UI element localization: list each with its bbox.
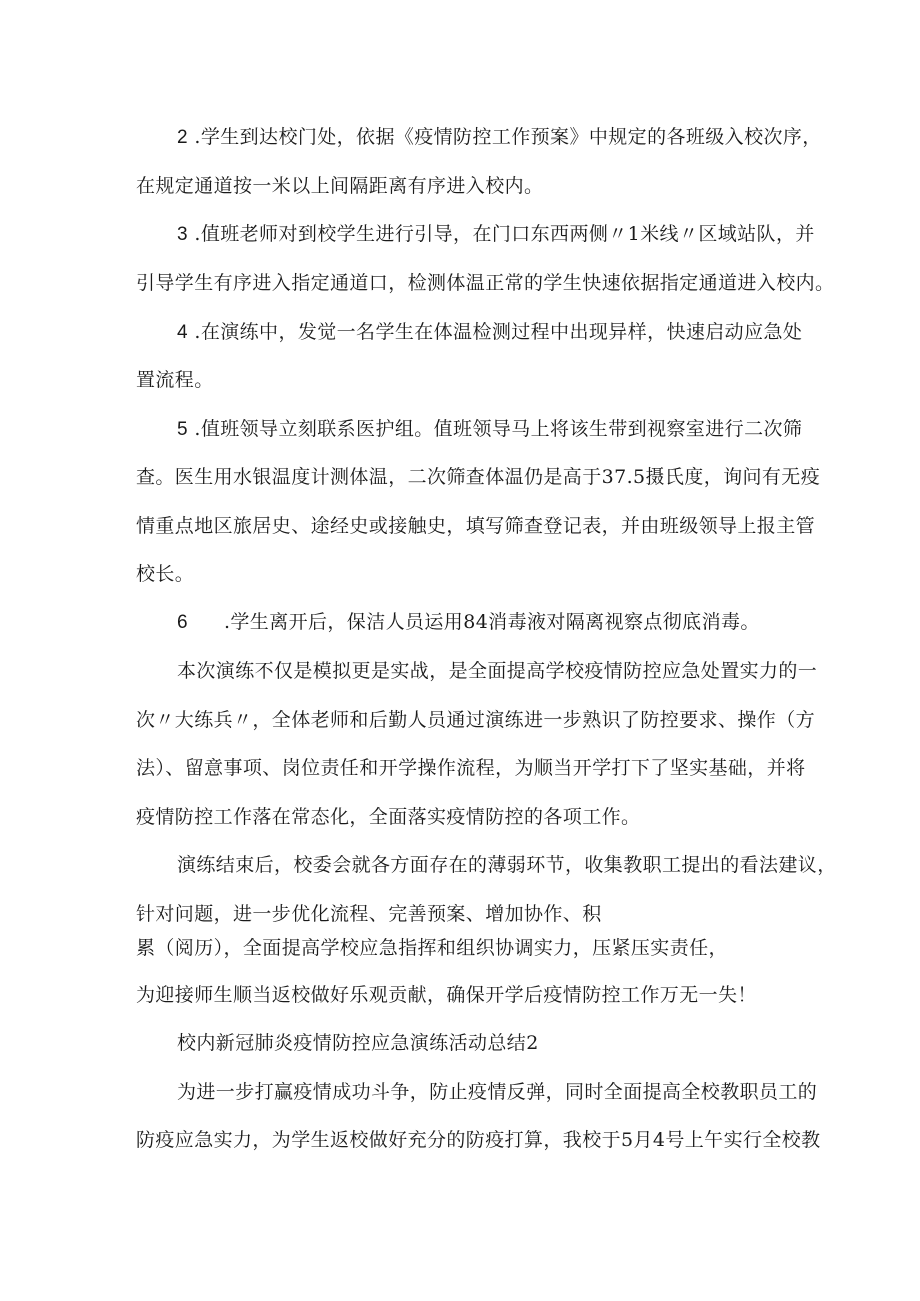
intro-line-2: 防疫应急实力，为学生返校做好充分的防疫打算，我校于5月4号上午实行全校教 xyxy=(136,1129,821,1151)
item-5-line-2: 查。医生用水银温度计测体温，二次筛查体温仍是高于37.5摄氏度，询问有无疫 xyxy=(136,466,821,488)
item-5-number: 5 xyxy=(177,419,188,440)
item-5-line-3: 情重点地区旅居史、途经史或接触史，填写筛查登记表，并由班级领导上报主管 xyxy=(136,515,816,537)
item-3-text: .值班老师对到校学生进行引导，在门口东西两侧〃1米线〃区域站队，并 xyxy=(194,223,815,245)
item-3-line-1 xyxy=(177,222,815,247)
summary-line-2: 次〃大练兵〃，全体老师和后勤人员通过演练进一步熟识了防控要求、操作（方 xyxy=(136,709,816,731)
item-2-number: 2 xyxy=(177,127,188,148)
item-4-text: .在演练中，发觉一名学生在体温检测过程中出现异样，快速启动应急处 xyxy=(194,321,803,343)
item-3-number: 3 xyxy=(177,224,188,245)
item-5-text: .值班领导立刻联系医护组。值班领导马上将该生带到视察室进行二次筛 xyxy=(194,418,803,440)
item-3-line-2: 引导学生有序进入指定通道口，检测体温正常的学生快速依据指定通道进入校内。 xyxy=(136,272,835,294)
item-2-text: .学生到达校门处，依据《疫情防控工作预案》中规定的各班级入校次序， xyxy=(194,126,822,148)
after-line-1: 演练结束后，校委会就各方面存在的薄弱环节，收集教职工提出的看法建议， xyxy=(177,854,837,876)
item-2-line-1 xyxy=(177,125,822,150)
item-5-line-4: 校长。 xyxy=(136,563,195,585)
item-5-line-1 xyxy=(177,417,802,442)
item-6-line-1 xyxy=(177,610,760,635)
item-2-line-2: 在规定通道按一米以上间隔距离有序进入校内。 xyxy=(136,175,544,197)
item-6-text: .学生离开后，保洁人员运用84消毒液对隔离视察点彻底消毒。 xyxy=(223,611,760,633)
summary-line-1: 本次演练不仅是模拟更是实战，是全面提高学校疫情防控应急处置实力的一 xyxy=(177,660,818,682)
section-title: 校内新冠肺炎疫情防控应急演练活动总结2 xyxy=(177,1032,539,1054)
after-line-3: 累（阅历），全面提高学校应急指挥和组织协调实力，压紧压实责任， xyxy=(136,937,728,959)
item-6-number: 6 xyxy=(177,612,188,633)
summary-line-3: 法）、留意事项、岗位责任和开学操作流程，为顺当开学打下了坚实基础，并将 xyxy=(136,757,806,779)
summary-line-4: 疫情防控工作落在常态化，全面落实疫情防控的各项工作。 xyxy=(136,806,641,828)
item-4-line-1 xyxy=(177,320,802,345)
intro-line-1: 为进一步打赢疫情成功斗争，防止疫情反弹，同时全面提高全校教职员工的 xyxy=(177,1081,818,1103)
item-4-number: 4 xyxy=(177,322,188,343)
item-4-line-2: 置流程。 xyxy=(136,369,214,391)
after-line-4: 为迎接师生顺当返校做好乐观贡献，确保开学后疫情防控工作万无一失！ xyxy=(136,984,757,1006)
after-line-2: 针对问题，进一步优化流程、完善预案、增加协作、积 xyxy=(136,903,602,925)
